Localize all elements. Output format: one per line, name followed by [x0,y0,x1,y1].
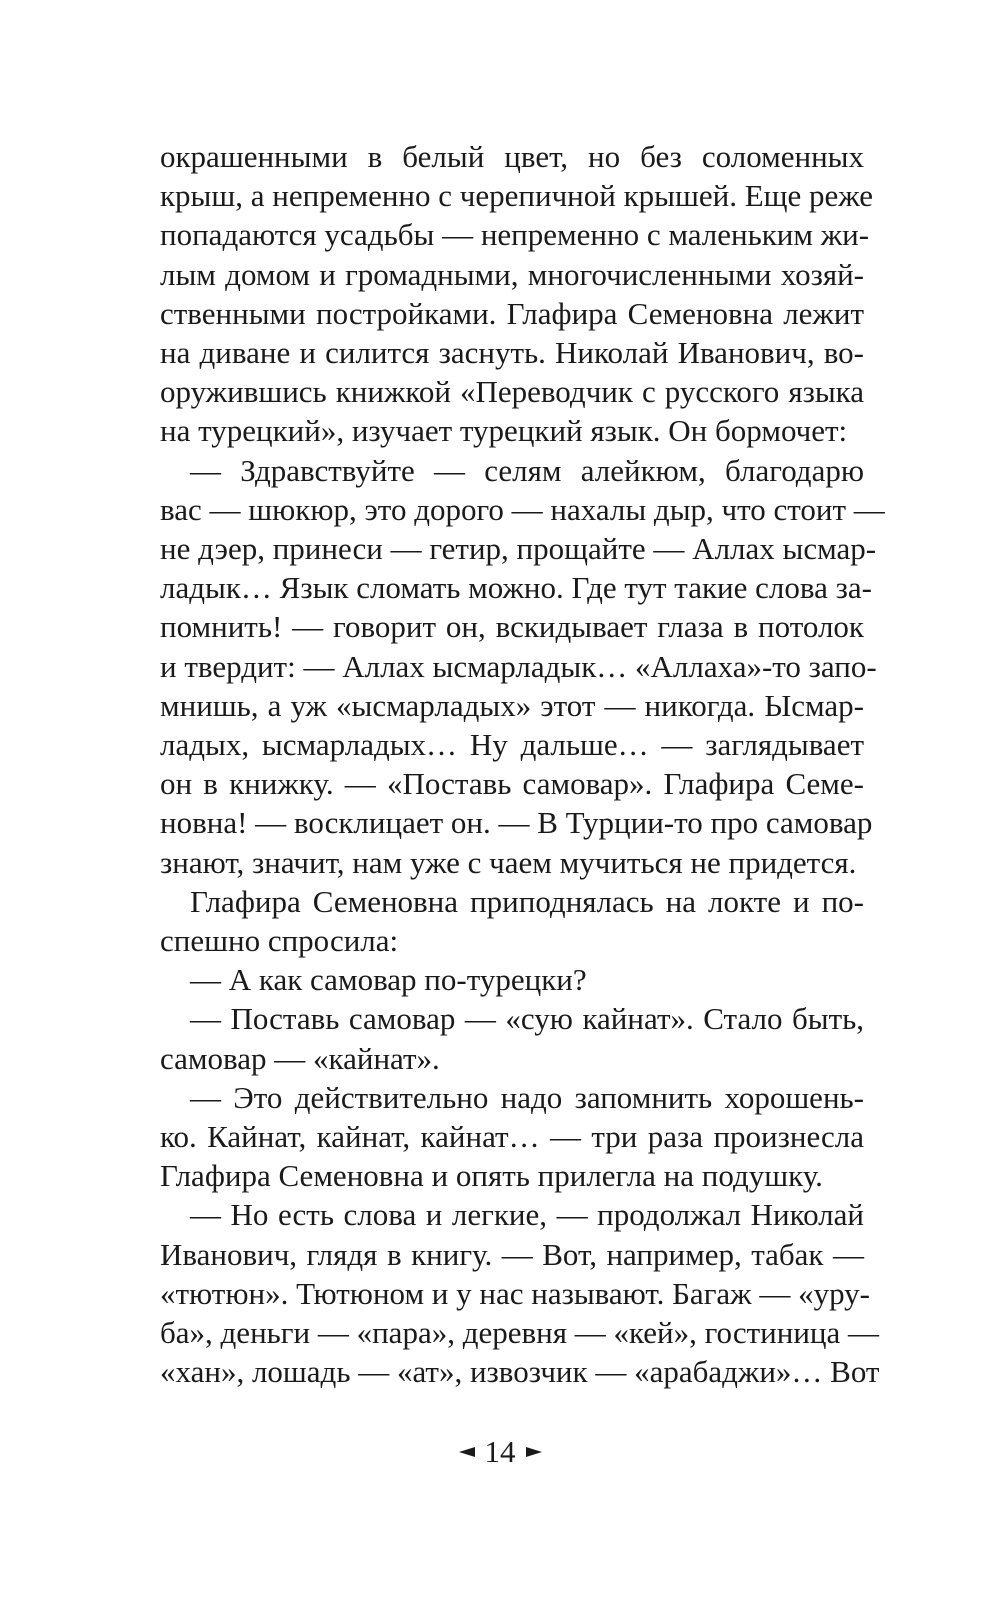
right-ornament-icon [526,1447,542,1457]
text-line: попадаются усадьбы — непременно с маленьким жи- [160,217,870,253]
text-line: помнить! — говорит он, вскидывает глаза в потолок [160,609,864,645]
text-line: ственными постройками. Глафира Семеновна лежит [160,295,864,331]
text-line: самовар — «кайнат». [160,1040,440,1076]
text-line: знают, значит, нам уже с чаем мучиться не придется. [160,844,857,880]
text-line: — Здравствуйте — селям алейкюм, благодарю [190,452,864,488]
text-line: спешно спросила: [160,923,399,959]
text-line: ладык… Язык сломать можно. Где тут такие слова за- [160,570,872,606]
text-line: оружившись книжкой «Переводчик с русского языка [160,374,864,410]
text-line: ко. Кайнат, кайнат, кайнат… — три раза произнесла [160,1119,864,1155]
text-line: Глафира Семеновна и опять прилегла на подушку. [160,1158,823,1194]
text-line: «хан», лошадь — «ат», извозчик — «арабаджи»… Вот [160,1354,880,1390]
text-line: на турецкий», изучает турецкий язык. Он бормочет: [160,413,848,449]
text-line: и твердит: — Аллах ысмарладык… «Аллаха»-то запо- [160,648,877,684]
text-line: — Это действительно надо запомнить хорошень- [190,1079,864,1115]
text-line: «тютюн». Тютюном и у нас называют. Багаж — «уру- [160,1275,871,1311]
text-line: крыш, а непременно с черепичной крышей. Еще реже [160,178,874,214]
text-line: окрашенными в белый цвет, но без соломенных [160,139,864,174]
text-line: ладых, ысмарладых… Ну дальше… — заглядывает [160,727,864,763]
body-text [160,137,885,1392]
page-number-footer [0,1434,1000,1470]
text-line: ба», деньги — «пара», деревня — «кей», гостиница — [160,1315,880,1351]
text-line: лым домом и громадными, многочисленными хозяй- [160,256,864,292]
text-line: Иванович, глядя в книгу. — Вот, например, табак — [160,1236,864,1272]
text-line: Глафира Семеновна приподнялась на локте и по- [190,883,864,919]
text-line: новна! — восклицает он. — В Турции-то про самовар [160,805,873,841]
text-line: вас — шюкюр, это дорого — нахалы дыр, что стоит — [160,491,885,527]
text-line: мнишь, а уж «ысмарладых» этот — никогда. Ысмар- [160,687,864,723]
left-ornament-icon [459,1447,475,1457]
text-line: не дэер, принеси — гетир, прощайте — Аллах ысмар- [160,531,877,567]
text-line: — Поставь самовар — «сую кайнат». Стало быть, [190,1001,864,1037]
text-line: он в книжку. — «Поставь самовар». Глафира Семе- [160,766,864,802]
text-line: на диване и силится заснуть. Николай Иванович, во- [160,335,864,371]
page-number: 14 [484,1434,516,1469]
text-line: — А как самовар по-турецки? [190,962,587,998]
text-line: — Но есть слова и легкие, — продолжал Николай [190,1197,864,1233]
